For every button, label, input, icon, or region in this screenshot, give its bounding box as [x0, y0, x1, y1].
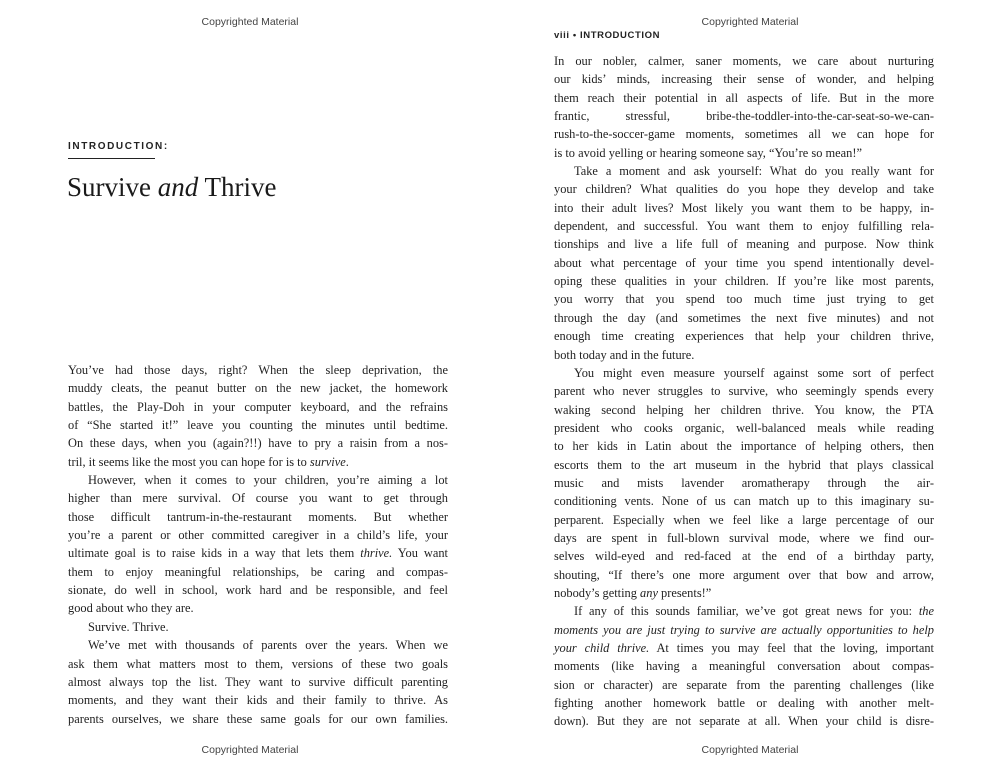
text-line: to her kids in Latin about the importance of helping others, then [554, 439, 934, 454]
text-line: battles, the Play-Doh in your computer keyboard, and the refrains [68, 399, 448, 414]
text-line: those difficult tantrum-in-the-restaurant moments. But whether [68, 509, 448, 524]
text-line [68, 544, 448, 562]
text-line: In our nobler, calmer, saner moments, we care about nurturing [554, 54, 934, 68]
chapter-label: INTRODUCTION: [68, 141, 169, 152]
text-line: Take a moment and ask yourself: What do you really want for [574, 164, 934, 179]
italic-run: survive [309, 454, 346, 469]
text-line [554, 602, 934, 620]
text-line: down). But they are not separate at all. When your child is disre- [554, 714, 934, 729]
paragraph-2 [68, 471, 448, 618]
paragraph-4 [68, 636, 448, 728]
italic-run: moments you are just trying to survive are actually opportunities to help [554, 622, 934, 637]
text-line: sionate, do well in school, work hard and be responsible, and feel [68, 583, 448, 598]
text-line: muddy cleats, the peanut butter on the new jacket, the homework [68, 381, 448, 396]
text-line: selves wild-eyed and red-faced at the end of a birthday party, [554, 549, 934, 564]
text-line: waking second helping her children thrive. You know, the PTA [554, 402, 934, 417]
text-line: of “She started it!” leave you counting the minutes until bedtime. [68, 418, 448, 433]
text-line: On these days, when you (again?!!) have to pry a raisin from a nos- [68, 436, 448, 451]
italic-run: thrive. [360, 546, 393, 561]
watermark-top: Copyrighted Material [201, 16, 299, 28]
text-line: oping these qualities in your children. If you’re like most parents, [554, 274, 934, 289]
text-line: our kids’ minds, increasing their sense of wonder, and helping [554, 72, 934, 87]
text-line: about what percentage of your time you spend intentionally devel- [554, 255, 934, 270]
paragraph-3 [554, 364, 934, 602]
text-run: tril, it seems like the most you can hope for is to [68, 454, 310, 469]
text-line: music and mists lavender aromatherapy through the air- [554, 475, 934, 490]
text-line: frantic, stressful, bribe-the-toddler-into-the-car-seat-so-we-can- [554, 109, 934, 124]
text-run: ultimate goal is to raise kids in a way that lets them [68, 546, 361, 561]
text-line: good about who they are. [68, 601, 194, 616]
chapter-title [67, 172, 276, 203]
watermark-bottom: Copyrighted Material [701, 744, 799, 756]
right-body-text [554, 52, 934, 731]
watermark-top: Copyrighted Material [701, 16, 799, 28]
italic-run: any [640, 585, 658, 600]
chapter-title-part1: Survive [67, 172, 158, 202]
text-run: You want [392, 546, 448, 561]
text-run: If any of this sounds familiar, we’ve got great news for you: [574, 604, 919, 619]
chapter-title-italic: and [157, 172, 199, 202]
italic-run: your child thrive. [554, 641, 650, 655]
paragraph-4 [554, 602, 934, 730]
text-line: you’re a parent or other committed caregiver in a child’s life, your [68, 528, 448, 543]
text-line: higher than mere survival. Of course you want to get through [68, 491, 448, 506]
text-line: ask them what matters most to them, versions of these two goals [68, 656, 448, 671]
text-run: presents!” [657, 585, 712, 600]
text-line [554, 639, 934, 657]
italic-run: the [918, 604, 934, 619]
text-line: moments (like having a meaningful conversation about compas- [554, 659, 934, 674]
paragraph-2 [554, 162, 934, 364]
text-line: them to enjoy meaningful relationships, be caring and compas- [68, 564, 448, 579]
right-page [500, 0, 1000, 772]
text-line [554, 621, 934, 639]
paragraph-1 [68, 361, 448, 471]
text-line: fighting another homework battle or dealing with another melt- [554, 696, 934, 711]
text-line: almost always top the list. They want to survive difficult parenting [68, 674, 448, 689]
text-line: We’ve met with thousands of parents over the years. When we [88, 638, 448, 653]
text-run: nobody’s getting [554, 585, 641, 600]
chapter-rule [68, 158, 155, 159]
text-line: perparent. Especially when we feel like a large percentage of our [554, 512, 934, 527]
text-line: you worry that you spend too much time just trying to get [554, 292, 934, 307]
text-line: both today and in the future. [554, 347, 695, 362]
text-line: enough time creating experiences that help your children thrive, [554, 329, 934, 344]
text-run: . [345, 454, 349, 469]
text-line: your children? What qualities do you hope they develop and take [554, 182, 934, 197]
text-line: moments, and they want their kids and their family to thrive. As [68, 693, 448, 708]
text-line: Survive. Thrive. [88, 619, 169, 634]
running-head: viii • INTRODUCTION [554, 30, 661, 41]
text-line: into their adult lives? Most likely you want them to be happy, in- [554, 200, 934, 215]
text-run: At times you may feel that the loving, important [649, 641, 935, 655]
text-line: parent who never struggles to survive, who seemingly spends every [554, 384, 934, 399]
text-line: them reach their potential in all aspects of life. But in the more [554, 90, 934, 105]
chapter-title-part3: Thrive [198, 172, 277, 202]
text-line: tionships and live a life full of meaning and purpose. Now think [554, 237, 934, 252]
paragraph-1 [554, 52, 934, 162]
text-line: shouting, “If there’s one more argument over that bow and arrow, [554, 567, 934, 582]
text-line: through the day (and sometimes the next five minutes) and not [554, 310, 934, 325]
text-line: parents ourselves, we share these same goals for our own families. [68, 711, 448, 726]
text-line: rush-to-the-soccer-game moments, sometimes all we can hope for [554, 127, 934, 142]
text-line [554, 584, 934, 602]
text-line [68, 453, 448, 471]
text-line: dependent, and successful. You want them to enjoy fulfilling rela- [554, 219, 934, 234]
text-line: escorts them to the art museum in the hybrid that plays classical [554, 457, 934, 472]
text-line: is to avoid yelling or hearing someone say, “You’re so mean!” [554, 145, 862, 160]
left-body-text [68, 361, 448, 728]
text-line: You might even measure yourself against some sort of perfect [574, 365, 934, 380]
text-line: sion or character) are separate from the parenting challenges (like [554, 677, 934, 692]
text-line: conditioning vents. None of us can match up to this imaginary su- [554, 494, 934, 509]
text-line: days are spent in full-blown survival mode, where we find our- [554, 530, 934, 545]
watermark-bottom: Copyrighted Material [201, 744, 299, 756]
text-line: You’ve had those days, right? When the sleep deprivation, the [68, 363, 448, 377]
text-line: president who cooks organic, well-balanced meals while reading [554, 420, 934, 435]
paragraph-3 [68, 618, 448, 636]
text-line: However, when it comes to your children, you’re aiming a lot [88, 473, 448, 488]
